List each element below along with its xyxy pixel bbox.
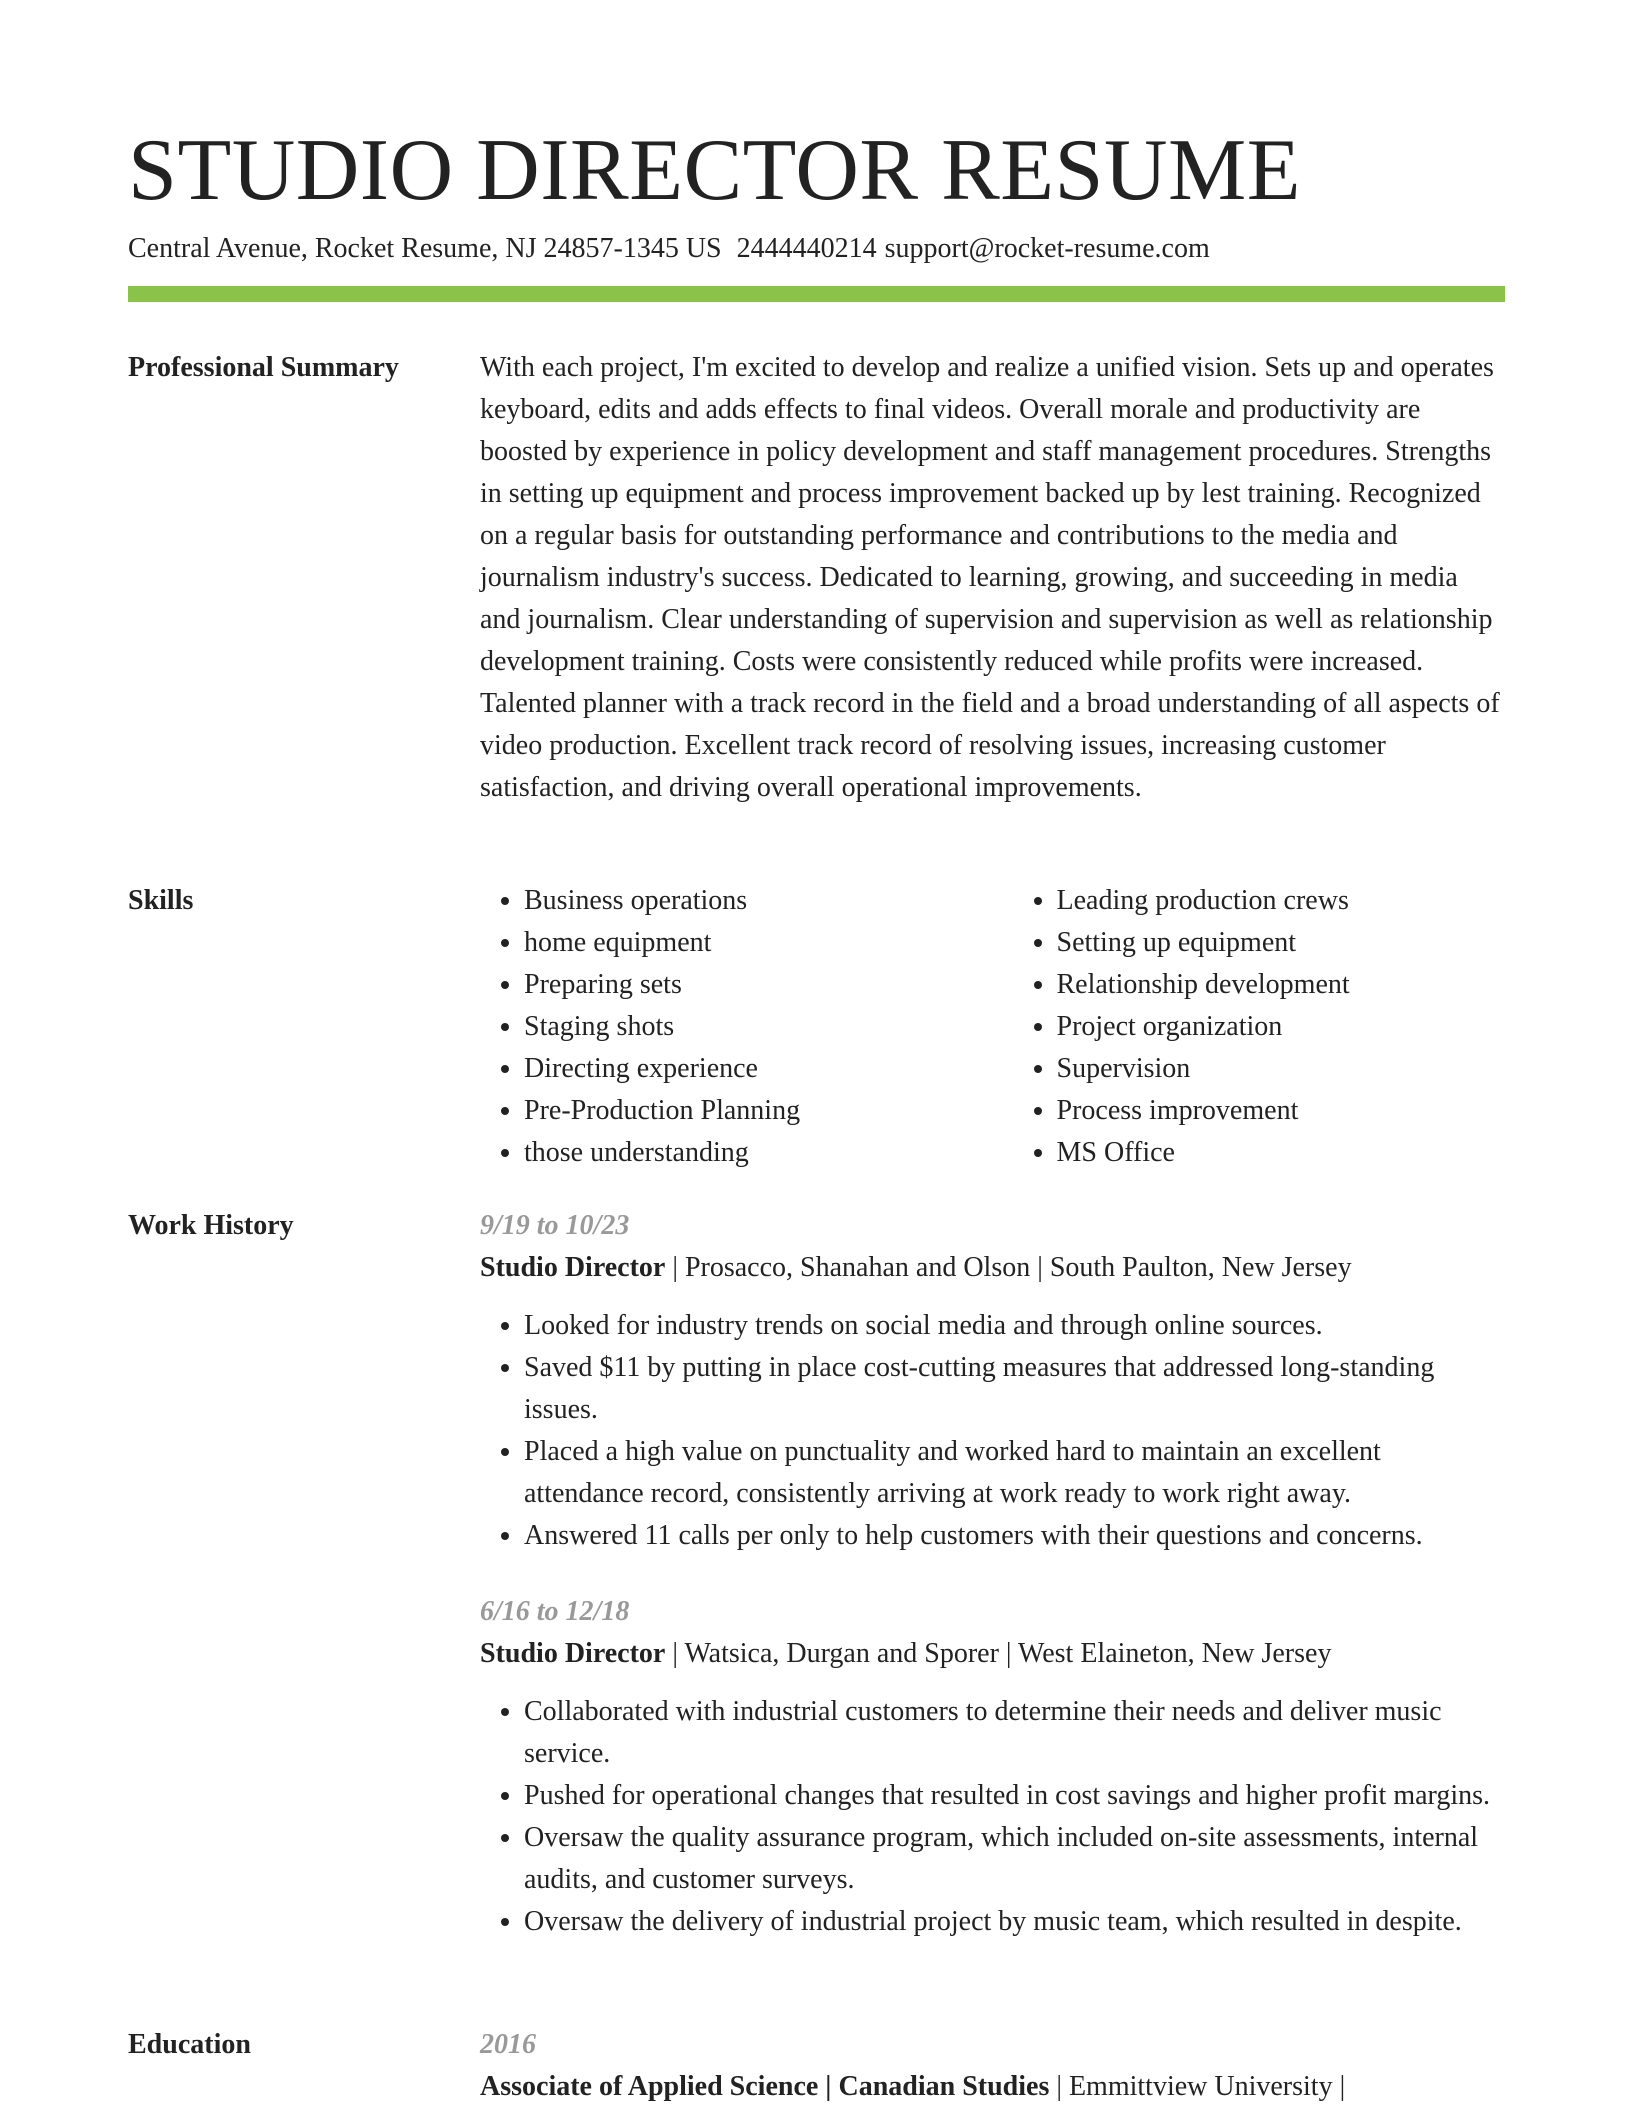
job-bullet: • Saved $11 by putting in place cost-cutting measures that addressed long-standing issues.	[524, 1347, 1505, 1431]
skill-item: • Relationship development	[1057, 964, 1506, 1006]
job-bullet: • Oversaw the delivery of industrial project by music team, which resulted in despite.	[524, 1901, 1505, 1943]
job-details: | Watsica, Durgan and Sporer | West Elaineton, New Jersey	[665, 1638, 1332, 1669]
skills-list-right	[973, 880, 1506, 1174]
contact-phone: 2444440214	[736, 233, 877, 264]
skill-item: • those understanding	[524, 1132, 973, 1174]
job-bullet: • Placed a high value on punctuality and worked hard to maintain an excellent attendance record, consistently arriving at work ready to work right away.	[524, 1431, 1505, 1515]
skill-item: • Staging shots	[524, 1006, 973, 1048]
job-bullet: • Collaborated with industrial customers to determine their needs and deliver music service.	[524, 1691, 1505, 1775]
job-bullet: • Pushed for operational changes that resulted in cost savings and higher profit margins.	[524, 1775, 1505, 1817]
skill-item: • Leading production crews	[1057, 880, 1506, 922]
job-bullet: • Oversaw the quality assurance program, which included on-site assessments, internal audits, and customer surveys.	[524, 1817, 1505, 1901]
education-body	[480, 2024, 1505, 2108]
job-bullets	[480, 1305, 1505, 1557]
contact-address: Central Avenue, Rocket Resume, NJ 24857-1345 US	[128, 233, 722, 264]
job-bullet: • Answered 11 calls per only to help customers with their questions and concerns.	[524, 1515, 1505, 1557]
education-line	[480, 2066, 1505, 2108]
summary-body	[480, 347, 1505, 809]
summary-text: With each project, I'm excited to develop and realize a unified vision. Sets up and operates keyboard, edits and adds effects to final videos. Overall morale and productivity are boosted by experience in policy development and staff management procedures. Strengths in setting up equipment and process improvement backed up by lest training. Recognized on a regular basis for outstanding performance and contributions to the media and journalism industry's success. Dedicated to learning, growing, and succeeding in media and journalism. Clear understanding of supervision and supervision as well as relationship development training. Costs were consistently reduced while profits were increased. Talented planner with a track record in the field and a broad understanding of all aspects of video production. Excellent track record of resolving issues, increasing customer satisfaction, and driving overall operational improvements.	[480, 352, 1500, 803]
skill-item: • Supervision	[1057, 1048, 1506, 1090]
job-dates: 6/16 to 12/18	[480, 1596, 630, 1627]
contact-line	[128, 230, 1210, 268]
contact-email: support@rocket-resume.com	[884, 233, 1210, 264]
education-school: | Emmittview University |	[1049, 2071, 1346, 2102]
job-role-line	[480, 1247, 1505, 1289]
education-year: 2016	[480, 2029, 536, 2060]
skills-list-left	[480, 880, 973, 1174]
skill-item: • Project organization	[1057, 1006, 1506, 1048]
skill-item: • Preparing sets	[524, 964, 973, 1006]
skill-item: • Business operations	[524, 880, 973, 922]
skill-item: • Pre-Production Planning	[524, 1090, 973, 1132]
job-role-line	[480, 1633, 1505, 1675]
job-dates: 9/19 to 10/23	[480, 1210, 630, 1241]
header-divider	[128, 286, 1505, 302]
education-heading: Education	[128, 2029, 251, 2060]
job-details: | Prosacco, Shanahan and Olson | South Paulton, New Jersey	[665, 1252, 1352, 1283]
job-entry	[480, 1205, 1505, 1557]
work-body	[480, 1205, 1505, 1977]
job-entry	[480, 1591, 1505, 1943]
job-title: Studio Director	[480, 1252, 666, 1283]
skills-body	[480, 880, 1505, 1174]
education-degree: Associate of Applied Science | Canadian Studies	[480, 2071, 1050, 2102]
job-title: Studio Director	[480, 1638, 666, 1669]
job-bullet: • Looked for industry trends on social media and through online sources.	[524, 1305, 1505, 1347]
skill-item: • Directing experience	[524, 1048, 973, 1090]
job-bullets	[480, 1691, 1505, 1943]
skill-item: • Setting up equipment	[1057, 922, 1506, 964]
skill-item: • MS Office	[1057, 1132, 1506, 1174]
resume-title: STUDIO DIRECTOR RESUME	[128, 122, 1302, 219]
work-heading: Work History	[128, 1210, 294, 1241]
skill-item: • home equipment	[524, 922, 973, 964]
summary-heading: Professional Summary	[128, 352, 399, 383]
skill-item: • Process improvement	[1057, 1090, 1506, 1132]
skills-heading: Skills	[128, 885, 194, 916]
